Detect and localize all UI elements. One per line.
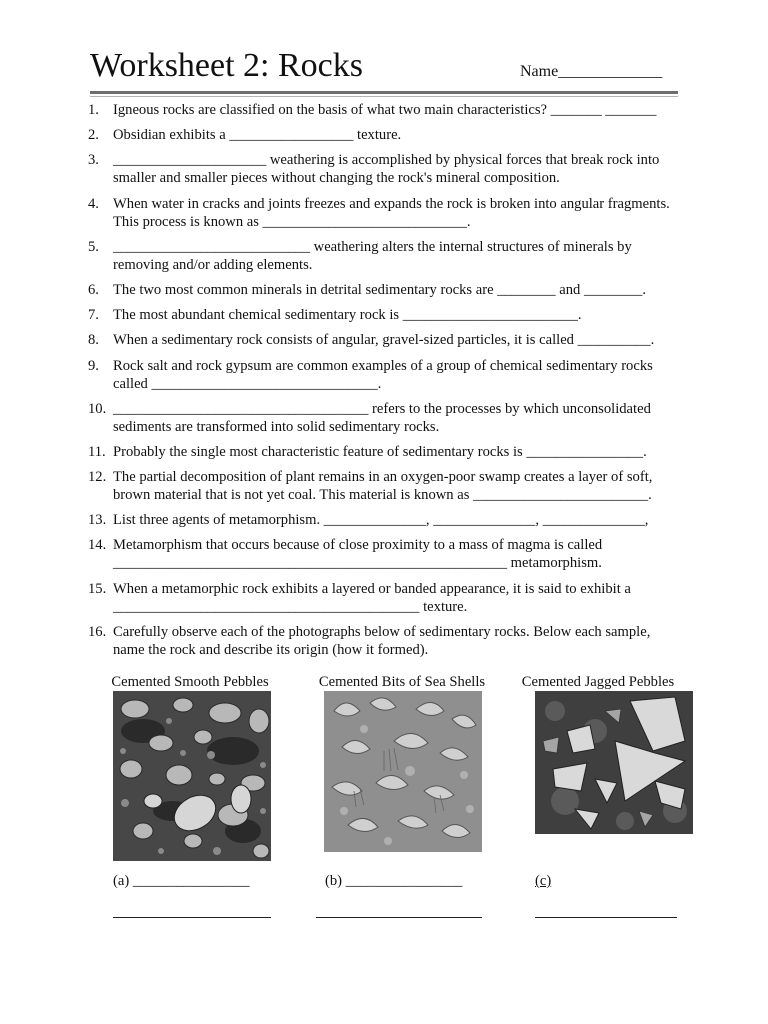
question-number: 9. bbox=[88, 357, 99, 374]
header-divider bbox=[90, 91, 678, 94]
question-number: 7. bbox=[88, 307, 99, 324]
question-text: When water in cracks and joints freezes and expands the rock is broken into angular fragments. This process is known as ____________________________. bbox=[113, 195, 670, 230]
question-item bbox=[88, 623, 680, 659]
question-text: Carefully observe each of the photographs below of sedimentary rocks. Below each sample, name the rock and describe its origin (how it formed). bbox=[113, 623, 651, 658]
question-item bbox=[88, 195, 680, 231]
sample-c-origin-line[interactable] bbox=[535, 917, 677, 918]
question-item bbox=[88, 101, 680, 119]
question-text: When a metamorphic rock exhibits a layered or banded appearance, it is said to exhibit a __________________________________________ texture. bbox=[113, 580, 631, 615]
header-divider-shadow bbox=[90, 96, 678, 97]
sample-c-title: Cemented Jagged Pebbles bbox=[521, 674, 675, 690]
worksheet-title: Worksheet 2: Rocks bbox=[90, 47, 363, 84]
question-item bbox=[88, 151, 680, 187]
question-number: 3. bbox=[88, 152, 99, 169]
question-item bbox=[88, 281, 680, 299]
sample-a-title: Cemented Smooth Pebbles bbox=[111, 674, 269, 690]
question-item bbox=[88, 306, 680, 324]
sample-b-answer[interactable]: (b) ________________ bbox=[325, 873, 463, 889]
sample-c-answer[interactable]: (c) bbox=[535, 873, 552, 889]
smooth-pebbles-photo bbox=[113, 691, 271, 861]
question-text: The most abundant chemical sedimentary rock is ________________________. bbox=[113, 307, 582, 324]
question-number: 15. bbox=[88, 580, 107, 597]
question-number: 14. bbox=[88, 537, 107, 554]
question-number: 6. bbox=[88, 281, 99, 298]
question-text: Rock salt and rock gypsum are common examples of a group of chemical sedimentary rocks called _______________________________. bbox=[113, 357, 653, 392]
question-text: _____________________ weathering is accomplished by physical forces that break rock into smaller and smaller pieces without changing the rock's mineral composition. bbox=[113, 152, 660, 187]
question-number: 1. bbox=[88, 102, 99, 118]
question-item bbox=[88, 357, 680, 393]
question-item bbox=[88, 511, 680, 529]
question-text: When a sedimentary rock consists of angular, gravel-sized particles, it is called __________. bbox=[113, 332, 655, 349]
sample-a-answer[interactable]: (a) ________________ bbox=[113, 873, 250, 889]
jagged-pebbles-image bbox=[535, 691, 693, 834]
question-text: The two most common minerals in detrital sedimentary rocks are ________ and ________. bbox=[113, 281, 646, 298]
question-text: Igneous rocks are classified on the basis of what two main characteristics? _______ _______ bbox=[113, 102, 657, 118]
question-text: The partial decomposition of plant remains in an oxygen-poor swamp creates a layer of soft, brown material that is not yet coal. This material is known as ________________________. bbox=[113, 469, 653, 504]
question-item bbox=[88, 238, 680, 274]
sample-b-origin-line[interactable] bbox=[316, 917, 482, 918]
question-text: Metamorphism that occurs because of close proximity to a mass of magma is called ______________________________________________________ metamorphism. bbox=[113, 537, 603, 572]
question-number: 4. bbox=[88, 195, 99, 212]
question-text: Obsidian exhibits a _________________ texture. bbox=[113, 127, 402, 144]
question-list bbox=[88, 101, 680, 666]
question-item bbox=[88, 126, 680, 144]
question-item bbox=[88, 400, 680, 436]
sample-b-title: Cemented Bits of Sea Shells bbox=[318, 674, 486, 690]
sea-shells-photo bbox=[324, 691, 482, 852]
question-item bbox=[88, 468, 680, 504]
rock-samples bbox=[0, 672, 768, 932]
question-number: 5. bbox=[88, 238, 99, 255]
question-number: 16. bbox=[88, 623, 107, 640]
question-item bbox=[88, 331, 680, 349]
name-field[interactable]: Name_____________ bbox=[520, 63, 663, 80]
smooth-pebbles-image bbox=[113, 691, 271, 861]
question-number: 12. bbox=[88, 469, 107, 486]
question-number: 10. bbox=[88, 400, 107, 417]
question-text: ___________________________________ refers to the processes by which unconsolidated sediments are transformed into solid sedimentary rocks. bbox=[113, 400, 651, 435]
question-number: 2. bbox=[88, 127, 99, 144]
question-item bbox=[88, 580, 680, 616]
jagged-pebbles-photo bbox=[535, 691, 693, 834]
question-number: 13. bbox=[88, 512, 107, 529]
question-item bbox=[88, 536, 680, 572]
question-item bbox=[88, 443, 680, 461]
question-number: 11. bbox=[88, 443, 106, 460]
question-text: ___________________________ weathering alters the internal structures of minerals by removing and/or adding elements. bbox=[113, 238, 632, 273]
sample-a-origin-line[interactable] bbox=[113, 917, 271, 918]
question-number: 8. bbox=[88, 332, 99, 349]
question-text: List three agents of metamorphism. ______________, ______________, ______________, bbox=[113, 512, 649, 529]
question-text: Probably the single most characteristic feature of sedimentary rocks is ________________. bbox=[113, 443, 647, 460]
sea-shells-image bbox=[324, 691, 482, 852]
